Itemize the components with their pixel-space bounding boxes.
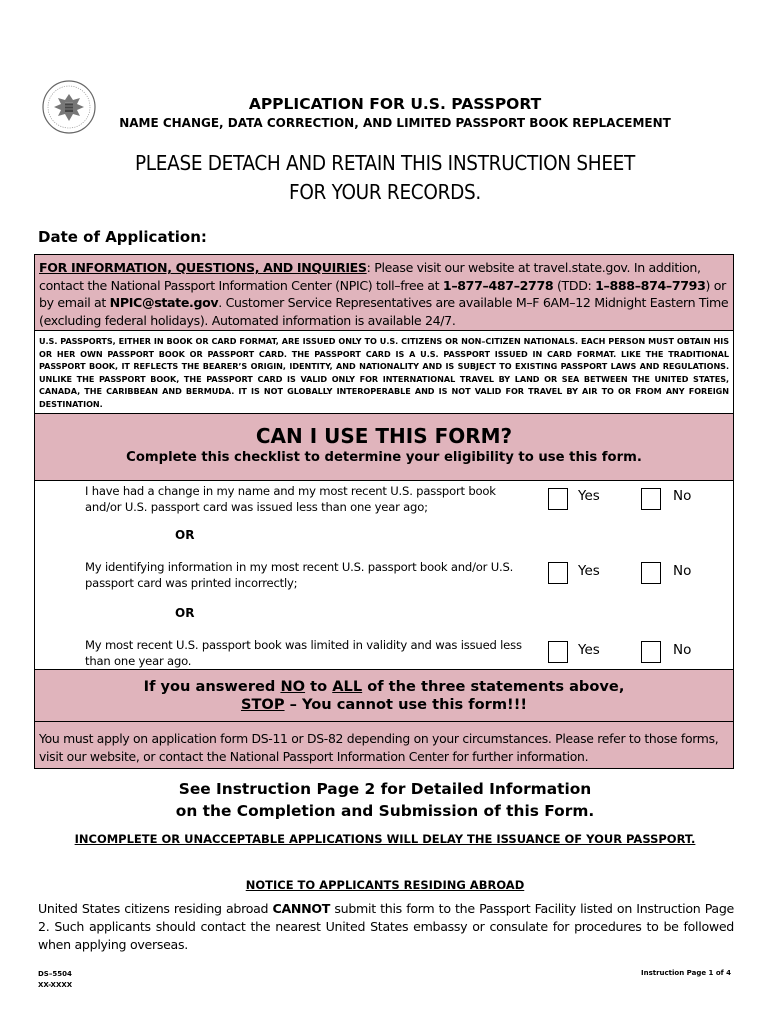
npic-email: NPIC@state.gov	[109, 295, 219, 310]
statement-1-no-checkbox[interactable]	[641, 488, 661, 510]
notice-abroad-text: United States citizens residing abroad CANNOT submit this form to the Passport Facility listed on Instruction Page 2. Such applicants should contact the nearest United States embassy or consulate for procedures to be followed when applying overseas.	[38, 901, 734, 952]
information-box: FOR INFORMATION, QUESTIONS, AND INQUIRIES: Please visit our website at travel.state.gov. In addition, contact the National Passport Information Center (NPIC) toll–free at 1–877–487–2778 (TDD: 1–888–874–7793) or by email at NPIC@state.gov. Customer Service Representatives are available M–F 6AM–12 Midnight Eastern Time (excluding federal holidays). Automated information is available 24/7.	[34, 254, 734, 331]
see-instruction-page-2: See Instruction Page 2 for Detailed Information on the Completion and Submission of this Form.	[175, 780, 595, 820]
statement-3-no-checkbox[interactable]	[641, 641, 661, 663]
eligibility-heading: CAN I USE THIS FORM?	[255, 424, 513, 448]
checklist-statement-2: My identifying information in my most recent U.S. passport book and/or U.S. passport card was printed incorrectly;	[85, 560, 514, 590]
info-heading: FOR INFORMATION, QUESTIONS, AND INQUIRIES	[39, 260, 367, 275]
npic-phone: 1–877–487–2778	[442, 277, 554, 293]
notice-abroad-heading: NOTICE TO APPLICANTS RESIDING ABROAD	[245, 878, 525, 892]
eligibility-header	[34, 413, 734, 481]
or-label: OR	[175, 606, 195, 620]
alternate-forms-notice: You must apply on application form DS-11 or DS-82 depending on your circumstances. Please refer to those forms, visit our website, or contact the National Passport Information Center for further information.	[34, 721, 734, 769]
statement-2-yes-checkbox[interactable]	[548, 562, 568, 584]
no-label: No	[673, 642, 692, 658]
stop-notice: If you answered NO to ALL of the three statements above, STOP – You cannot use this form!!!	[34, 669, 734, 722]
detach-notice: PLEASE DETACH AND RETAIN THIS INSTRUCTION SHEET FOR YOUR RECORDS.	[134, 151, 635, 204]
no-label: No	[673, 488, 692, 504]
form-number: DS–5504 XX-XXXX	[38, 970, 73, 989]
checklist-statement-3: My most recent U.S. passport book was limited in validity and was issued less than one year ago.	[85, 638, 522, 668]
form-title: APPLICATION FOR U.S. PASSPORT	[248, 95, 542, 113]
date-of-application-label: Date of Application:	[38, 228, 207, 246]
statement-1-yes-checkbox[interactable]	[548, 488, 568, 510]
checklist-statement-1: I have had a change in my name and my most recent U.S. passport book and/or U.S. passport card was issued less than one year ago;	[85, 484, 496, 514]
form-subtitle: NAME CHANGE, DATA CORRECTION, AND LIMITED PASSPORT BOOK REPLACEMENT	[119, 116, 671, 130]
eligibility-subheading: Complete this checklist to determine your eligibility to use this form.	[126, 450, 642, 465]
incomplete-applications-warning: INCOMPLETE OR UNACCEPTABLE APPLICATIONS WILL DELAY THE ISSUANCE OF YOUR PASSPORT.	[74, 832, 696, 846]
or-label: OR	[175, 528, 195, 542]
statement-2-no-checkbox[interactable]	[641, 562, 661, 584]
tdd-phone: 1–888–874–7793	[595, 277, 706, 293]
eligibility-checklist	[34, 480, 734, 670]
yes-label: Yes	[578, 488, 600, 504]
yes-label: Yes	[578, 563, 600, 579]
no-label: No	[673, 563, 692, 579]
page-number: Instruction Page 1 of 4	[641, 969, 731, 977]
passport-legal-notice: U.S. PASSPORTS, EITHER IN BOOK OR CARD FORMAT, ARE ISSUED ONLY TO U.S. CITIZENS OR NON–CITIZEN NATIONALS. EACH PERSON MUST OBTAIN HIS OR HER OWN PASSPORT BOOK OR PASSPORT CARD. THE PASSPORT CARD IS A U.S. PASSPORT ISSUED IN CARD FORMAT. LIKE THE TRADITIONAL PASSPORT BOOK, IT REFLECTS THE BEARER’S ORIGIN, IDENTITY, AND NATIONALITY AND IS SUBJECT TO EXISTING PASSPORT LAWS AND REGULATIONS. UNLIKE THE PASSPORT BOOK, THE PASSPORT CARD IS VALID ONLY FOR INTERNATIONAL TRAVEL BY LAND OR SEA BETWEEN THE UNITED STATES, CANADA, THE CARIBBEAN AND BERMUDA. IT IS NOT GLOBALLY INTEROPERABLE AND IS NOT VALID FOR TRAVEL BY AIR TO OR FROM ANY FOREIGN DESTINATION.	[34, 330, 734, 414]
yes-label: Yes	[578, 642, 600, 658]
statement-3-yes-checkbox[interactable]	[548, 641, 568, 663]
